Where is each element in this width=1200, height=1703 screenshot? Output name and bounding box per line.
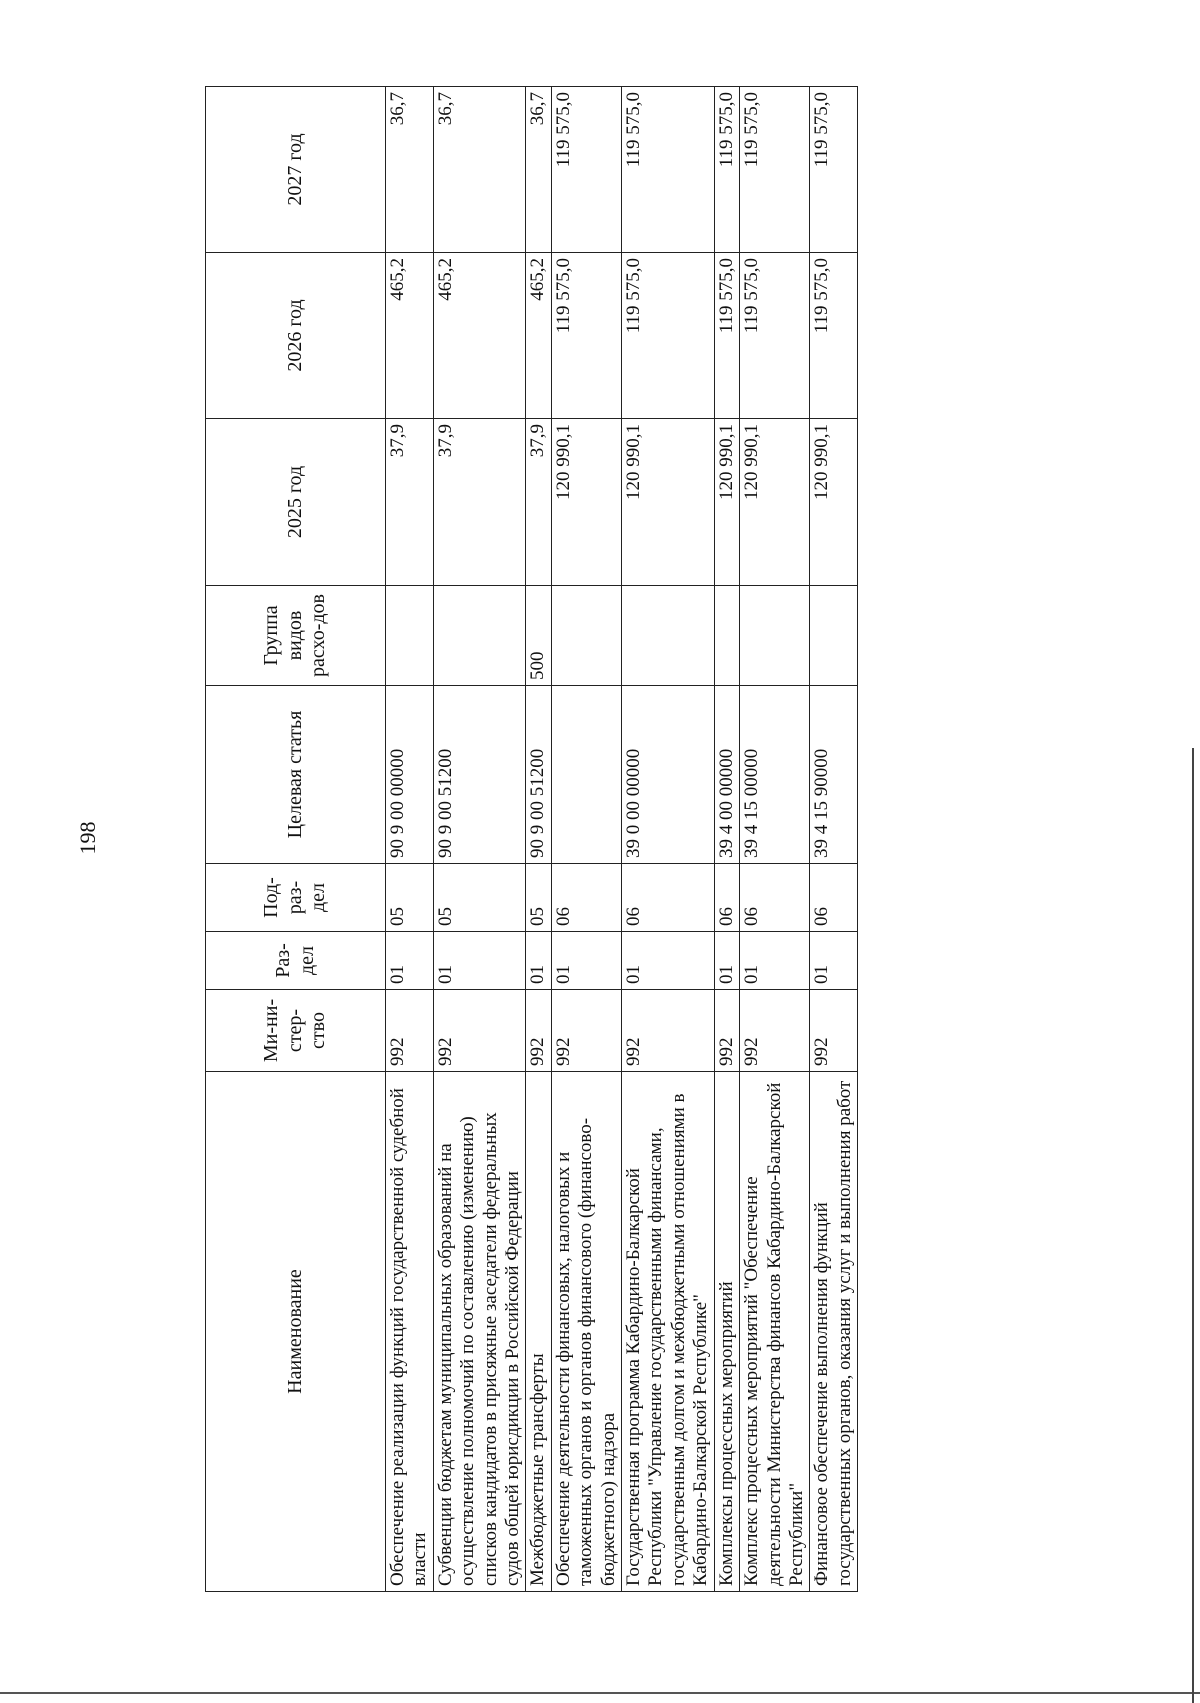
cell-subsection: 05: [433, 864, 526, 932]
cell-2027: 36,7: [526, 87, 551, 253]
cell-target: 90 9 00 51200: [526, 686, 551, 864]
cell-2025: 120 990,1: [740, 419, 810, 586]
cell-name: Обеспечение реализации функций государственной судебной власти: [386, 1072, 434, 1592]
table-wrapper: [205, 87, 980, 1592]
cell-subsection: 06: [551, 864, 621, 932]
cell-target: 39 0 00 00000: [622, 686, 715, 864]
cell-subsection: 06: [622, 864, 715, 932]
cell-2027: 119 575,0: [551, 87, 621, 253]
scan-edge-bottom: [0, 1692, 1200, 1694]
header-2025: 2025 год: [206, 419, 386, 586]
header-ministry: Ми-ни-стер-ство: [206, 990, 386, 1072]
cell-2026: 465,2: [433, 253, 526, 419]
cell-group: [551, 586, 621, 686]
cell-2026: 119 575,0: [622, 253, 715, 419]
cell-section: 01: [551, 932, 621, 990]
header-name: Наименование: [206, 1072, 386, 1592]
cell-target: 39 4 15 90000: [810, 686, 858, 864]
cell-group: [622, 586, 715, 686]
header-target-article: Целевая статья: [206, 686, 386, 864]
cell-group: [386, 586, 434, 686]
table-row: [551, 87, 621, 1592]
cell-target: 39 4 00 00000: [714, 686, 739, 864]
cell-name: Межбюджетные трансферты: [526, 1072, 551, 1592]
table-row: [810, 87, 858, 1592]
cell-ministry: 992: [622, 990, 715, 1072]
table-row: [714, 87, 739, 1592]
cell-section: 01: [810, 932, 858, 990]
cell-section: 01: [714, 932, 739, 990]
cell-2025: 37,9: [386, 419, 434, 586]
cell-2025: 120 990,1: [551, 419, 621, 586]
cell-2026: 465,2: [386, 253, 434, 419]
cell-section: 01: [622, 932, 715, 990]
cell-target: [551, 686, 621, 864]
cell-2025: 120 990,1: [810, 419, 858, 586]
header-expense-group: Группа видов расхо-дов: [206, 586, 386, 686]
cell-target: 39 4 15 00000: [740, 686, 810, 864]
header-row: [206, 87, 386, 1592]
cell-2025: 37,9: [433, 419, 526, 586]
cell-2026: 119 575,0: [714, 253, 739, 419]
table-row: [740, 87, 810, 1592]
cell-target: 90 9 00 00000: [386, 686, 434, 864]
cell-ministry: 992: [551, 990, 621, 1072]
cell-name: Государственная программа Кабардино-Балкарской Республики "Управление государственными финансами, государственным долгом и межбюджетными отношениями в Кабардино-Балкарской Республике": [622, 1072, 715, 1592]
cell-2025: 120 990,1: [714, 419, 739, 586]
cell-2027: 119 575,0: [740, 87, 810, 253]
table-row: [386, 87, 434, 1592]
table-row: [433, 87, 526, 1592]
cell-section: 01: [740, 932, 810, 990]
cell-group: [810, 586, 858, 686]
cell-name: Комплекс процессных мероприятий "Обеспечение деятельности Министерства финансов Кабардино-Балкарской Республики": [740, 1072, 810, 1592]
cell-2027: 36,7: [386, 87, 434, 253]
cell-group: 500: [526, 586, 551, 686]
cell-2027: 119 575,0: [810, 87, 858, 253]
cell-2025: 120 990,1: [622, 419, 715, 586]
cell-ministry: 992: [740, 990, 810, 1072]
cell-ministry: 992: [433, 990, 526, 1072]
cell-name: Комплексы процессных мероприятий: [714, 1072, 739, 1592]
cell-subsection: 06: [810, 864, 858, 932]
cell-2026: 119 575,0: [810, 253, 858, 419]
cell-group: [433, 586, 526, 686]
budget-table: [205, 86, 858, 1592]
cell-group: [740, 586, 810, 686]
cell-name: Обеспечение деятельности финансовых, налоговых и таможенных органов и органов финансового (финансово-бюджетного) надзора: [551, 1072, 621, 1592]
header-2027: 2027 год: [206, 87, 386, 253]
cell-subsection: 05: [386, 864, 434, 932]
header-2026: 2026 год: [206, 253, 386, 419]
cell-2025: 37,9: [526, 419, 551, 586]
cell-target: 90 9 00 51200: [433, 686, 526, 864]
cell-name: Финансовое обеспечение выполнения функций государственных органов, оказания услуг и выполнения работ: [810, 1072, 858, 1592]
cell-2026: 119 575,0: [551, 253, 621, 419]
cell-ministry: 992: [810, 990, 858, 1072]
cell-name: Субвенции бюджетам муниципальных образований на осуществление полномочий по составлению (изменению) списков кандидатов в присяжные заседатели федеральных судов общей юрисдикции в Российской Федерации: [433, 1072, 526, 1592]
page-number: 198: [75, 821, 100, 855]
cell-section: 01: [386, 932, 434, 990]
table-row: [622, 87, 715, 1592]
cell-ministry: 992: [386, 990, 434, 1072]
header-subsection: Под-раз-дел: [206, 864, 386, 932]
scan-edge-right: [1192, 748, 1194, 1703]
cell-ministry: 992: [526, 990, 551, 1072]
header-section: Раз-дел: [206, 932, 386, 990]
cell-subsection: 06: [714, 864, 739, 932]
cell-ministry: 992: [714, 990, 739, 1072]
cell-subsection: 06: [740, 864, 810, 932]
table-row: [526, 87, 551, 1592]
cell-section: 01: [526, 932, 551, 990]
cell-2026: 465,2: [526, 253, 551, 419]
cell-2026: 119 575,0: [740, 253, 810, 419]
cell-section: 01: [433, 932, 526, 990]
cell-2027: 119 575,0: [714, 87, 739, 253]
cell-subsection: 05: [526, 864, 551, 932]
cell-group: [714, 586, 739, 686]
cell-2027: 119 575,0: [622, 87, 715, 253]
cell-2027: 36,7: [433, 87, 526, 253]
